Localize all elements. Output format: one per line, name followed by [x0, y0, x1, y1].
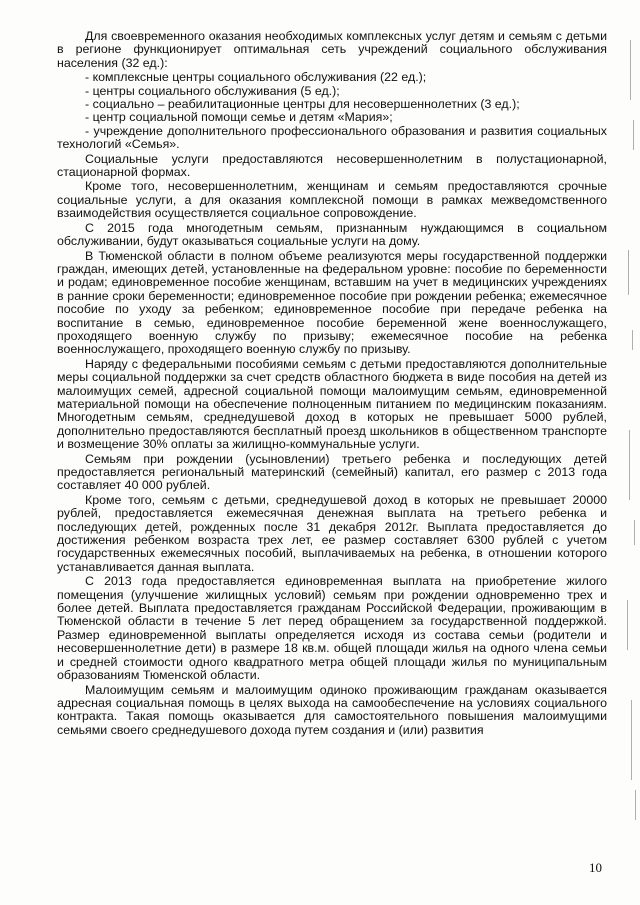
paragraph-maternity-capital: Семьям при рождении (усыновлении) третьего ребенка и последующих детей предоставляется региональный материнский (семейный) капитал, его размер с 2013 года составляет 40 000 рублей. — [57, 451, 607, 493]
scan-edge-artifacts — [622, 0, 640, 905]
paragraph-social-contract: Малоимущим семьям и малоимущим одиноко проживающим гражданам оказывается адресная социальная помощь в целях выхода на самообеспечение на условиях социального контракта. Такая помощь оказывается для самостоятельного повышения малоимущими семьями своего среднедушевого дохода путем создания и (или) развития — [57, 682, 607, 737]
paragraph-housing-payment: С 2013 года предоставляется единовременная выплата на приобретение жилого помещения (улучшение жилищных условий) семьям при рождении одновременно трех и более детей. Выплата предоставляется гражданам Российской Федерации, проживающим в Тюменской области в течение 5 лет перед обращением за государственной поддержкой. Размер единовременной выплаты определяется исходя из состава семьи (родители и несовершеннолетние дети) в размере 18 кв.м. общей площади жилья на одного члена семьи и средней стоимости одного квадратного метра общей площади жилья по муниципальным образованиям Тюменской области. — [57, 574, 607, 683]
list-item-complex-centers: - комплексные центры социального обслуживания (22 ед.); — [85, 70, 427, 85]
paragraph-federal-benefits: В Тюменской области в полном объеме реализуются меры государственной поддержки граждан, имеющих детей, установленные на федеральном уровне: пособие по беременности и родам; единовременное пособие женщинам, вставшим на учет в медицинских учреждениях в ранние сроки беременности; единовременное пособие при рождении ребенка; ежемесячное пособие по уходу за ребенком; единовременное пособие при передаче ребенка на воспитание в семью, единовременное пособие беременной жене военнослужащего, проходящего военную службу по призыву; ежемесячное пособие на ребенка военнослужащего, проходящего военную службу по призыву. — [57, 248, 607, 357]
paragraph-home-services-2015: С 2015 года многодетным семьям, признанным нуждающимся в социальном обслуживании, будут оказываться социальные услуги на дому. — [57, 220, 607, 249]
list-item-service-centers: - центры социального обслуживания (5 ед.); — [85, 83, 340, 98]
list-item-semya-institution: - учреждение дополнительного профессионального образования и развития социальных технологий «Семья». — [57, 123, 607, 152]
list-item-rehab-centers: - социально – реабилитационные центры для несовершеннолетних (3 ед.); — [85, 97, 520, 112]
paragraph-social-services-forms: Социальные услуги предоставляются несовершеннолетним в полустационарной, стационарной формах. — [57, 151, 607, 180]
paragraph-monthly-payment: Кроме того, семьям с детьми, среднедушевой доход в которых не превышает 20000 рублей, предоставляется ежемесячная денежная выплата на третьего ребенка и последующих детей, рожденных после 31 декабря 2012г. Выплата предоставляется до достижения ребенком возраста трех лет, ее размер составляет 6300 рублей с учетом государственных ежемесячных пособий, выплачиваемых на ребенка, в отношении которого устанавливается данная выплата. — [57, 492, 607, 574]
list-item-maria-center: - центр социальной помощи семье и детям «Мария»; — [85, 110, 393, 125]
page-number: 10 — [589, 860, 602, 875]
paragraph-regional-support: Наряду с федеральными пособиями семьям с детьми предоставляются дополнительные меры социальной поддержки за счет средств областного бюджета в виде пособия на детей из малоимущих семей, адресной социальной помощи малоимущим семьям, единовременной материальной помощи на обеспечение полноценным питанием по медицинским показаниям. Многодетным семьям, среднедушевой доход в которых не превышает 5000 рублей, дополнительно предоставляются бесплатный проезд школьников в общественном транспорте и возмещение 30% оплаты за жилищно-коммунальные услуги. — [57, 356, 607, 452]
paragraph-institutions-network: Для своевременного оказания необходимых комплексных услуг детям и семьям с детьми в регионе функционирует оптимальная сеть учреждений социального обслуживания населения (32 ед.): — [57, 29, 607, 70]
paragraph-urgent-services: Кроме того, несовершеннолетним, женщинам и семьям предоставляются срочные социальные услуги, а для оказания комплексной помощи в рамках межведомственного взаимодействия осуществляется социальное сопровождение. — [57, 179, 607, 221]
document-body — [57, 30, 607, 738]
